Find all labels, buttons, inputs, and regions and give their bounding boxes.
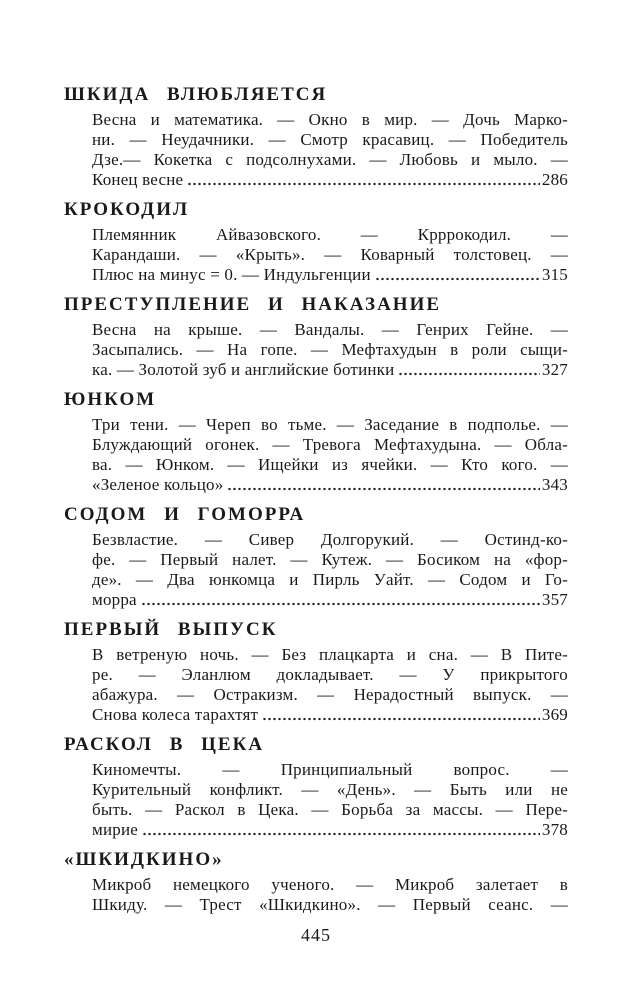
toc-section: [64, 849, 568, 915]
toc-section: [64, 389, 568, 495]
chapter-page-number: 327: [541, 360, 568, 379]
summary-line: Микроб немецкого ученого. — Микроб залетает в: [92, 875, 568, 894]
summary-line: абажура. — Остракизм. — Нерадостный выпуск. —: [92, 685, 568, 704]
toc-section: [64, 199, 568, 285]
summary-line-end: ка. — Золотой зуб и английские ботинки: [92, 360, 395, 379]
leader-row: [92, 360, 568, 380]
dot-leader: [398, 360, 539, 380]
summary-line: Киномечты. — Принципиальный вопрос. —: [92, 760, 568, 779]
chapter-title: ПЕРВЫЙ ВЫПУСК: [64, 619, 278, 640]
dot-leader: [142, 820, 540, 840]
summary-line: ре. — Эланлюм докладывает. — У прикрытого: [92, 665, 568, 684]
chapter-page-number: 378: [541, 820, 568, 839]
summary-line-end: Плюс на минус = 0. — Индульгенции: [92, 265, 371, 284]
page-number: 445: [301, 925, 331, 945]
summary-line: ни. — Неудачники. — Смотр красавиц. — Победитель: [92, 130, 568, 149]
summary-line: Засыпались. — На гопе. — Мефтахудын в роли сыщи-: [92, 340, 568, 359]
chapter-page-number: 286: [541, 170, 568, 189]
chapter-title: КРОКОДИЛ: [64, 199, 190, 220]
chapter-summary: [64, 645, 568, 725]
toc-section: [64, 294, 568, 380]
chapter-summary: [64, 875, 568, 915]
toc-section: [64, 84, 568, 190]
summary-line: Карандаши. — «Крыть». — Коварный толстовец. —: [92, 245, 568, 264]
chapter-title: ПРЕСТУПЛЕНИЕ И НАКАЗАНИЕ: [64, 294, 442, 315]
summary-line-end: морра: [92, 590, 137, 609]
chapter-summary: [64, 415, 568, 495]
chapter-page-number: 315: [541, 265, 568, 284]
summary-line: ва. — Юнком. — Ищейки из ячейки. — Кто кого. —: [92, 455, 568, 474]
chapter-summary: [64, 110, 568, 190]
summary-line: Три тени. — Череп во тьме. — Заседание в подполье. —: [92, 415, 568, 434]
chapter-summary: [64, 530, 568, 610]
leader-row: [92, 475, 568, 495]
leader-row: [92, 705, 568, 725]
dot-leader: [227, 475, 539, 495]
dot-leader: [262, 705, 540, 725]
toc-section: [64, 734, 568, 840]
chapter-page-number: 343: [541, 475, 568, 494]
summary-line: Курительный конфликт. — «День». — Быть или не: [92, 780, 568, 799]
dot-leader: [187, 170, 540, 190]
summary-line-end: Конец весне: [92, 170, 184, 189]
summary-line: Безвластие. — Сивер Долгорукий. — Остинд-ко-: [92, 530, 568, 549]
summary-line: Весна и математика. — Окно в мир. — Дочь Марко-: [92, 110, 568, 129]
chapter-summary: [64, 320, 568, 380]
summary-line-end: «Зеленое кольцо»: [92, 475, 224, 494]
chapter-title: «ШКИДКИНО»: [64, 849, 224, 870]
chapter-summary: [64, 225, 568, 285]
toc-section: [64, 504, 568, 610]
summary-line-end: Снова колеса тарахтят: [92, 705, 259, 724]
dot-leader: [141, 590, 540, 610]
summary-line: фе. — Первый налет. — Кутеж. — Босиком на «фор-: [92, 550, 568, 569]
summary-line: быть. — Раскол в Цека. — Борьба за массы. — Пере-: [92, 800, 568, 819]
leader-row: [92, 820, 568, 840]
summary-line-end: мирие: [92, 820, 138, 839]
leader-row: [92, 170, 568, 190]
table-of-contents: [64, 84, 568, 915]
chapter-title: ЮНКОМ: [64, 389, 157, 410]
chapter-page-number: 369: [541, 705, 568, 724]
leader-row: [92, 590, 568, 610]
chapter-title: ШКИДА ВЛЮБЛЯЕТСЯ: [64, 84, 328, 105]
summary-line: Племянник Айвазовского. — Крррокодил. —: [92, 225, 568, 244]
summary-line: Блуждающий огонек. — Тревога Мефтахудына. — Обла-: [92, 435, 568, 454]
toc-section: [64, 619, 568, 725]
summary-line: Дзе.— Кокетка с подсолнухами. — Любовь и мыло. —: [92, 150, 568, 169]
dot-leader: [375, 265, 540, 285]
chapter-summary: [64, 760, 568, 840]
chapter-page-number: 357: [541, 590, 568, 609]
summary-line: де». — Два юнкомца и Пирль Уайт. — Содом и Го-: [92, 570, 568, 589]
summary-line: Весна на крыше. — Вандалы. — Генрих Гейне. —: [92, 320, 568, 339]
leader-row: [92, 265, 568, 285]
summary-line: В ветреную ночь. — Без плацкарта и сна. — В Пите-: [92, 645, 568, 664]
chapter-title: РАСКОЛ В ЦЕКА: [64, 734, 265, 755]
chapter-title: СОДОМ И ГОМОРРА: [64, 504, 306, 525]
summary-line: Шкиду. — Трест «Шкидкино». — Первый сеанс. —: [92, 895, 568, 914]
